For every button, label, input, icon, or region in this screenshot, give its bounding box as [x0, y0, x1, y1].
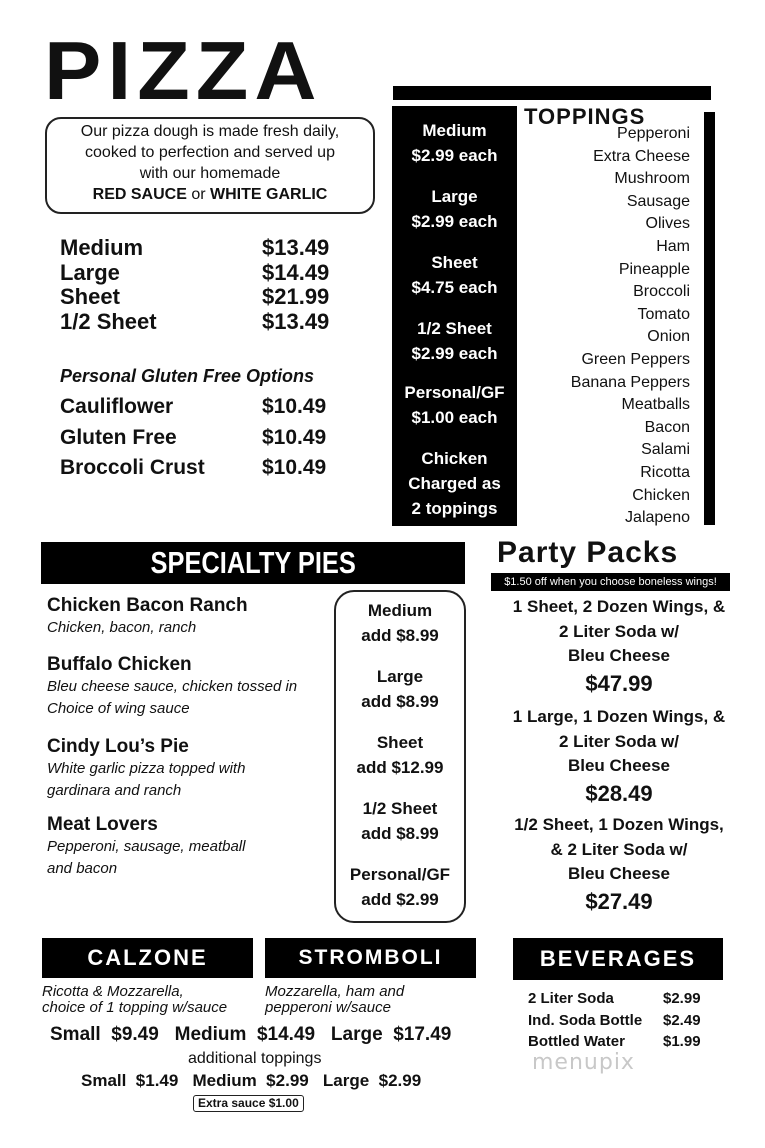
size-price: $13.49	[262, 308, 330, 334]
topping-item: Bacon	[644, 418, 690, 436]
additional-toppings-prices: Small $1.49 Medium $2.99 Large $2.99	[81, 1071, 422, 1090]
addon-price: add $8.99	[361, 626, 439, 645]
gf-row	[60, 392, 326, 423]
pack-line: & 2 Liter Soda w/	[550, 839, 688, 859]
toppings-side-bar	[704, 112, 715, 525]
addon-size: Medium	[367, 601, 433, 620]
red-sauce-label: RED SAUCE	[92, 186, 187, 203]
tp-size: Medium	[422, 121, 487, 140]
tp-size: 1/2 Sheet	[417, 319, 492, 338]
or-label: or	[186, 186, 211, 203]
topping-item: Ham	[656, 237, 690, 255]
gf-name: Broccoli Crust	[60, 456, 205, 479]
size-price: $21.99	[262, 284, 330, 309]
tp-extra: 2 toppings	[411, 499, 498, 518]
pack-price: $47.99	[585, 670, 653, 696]
pie-desc: Choice of wing sauce	[47, 700, 190, 717]
party-pack	[488, 813, 750, 917]
tp-price: $2.99 each	[411, 344, 498, 363]
tp-size: Large	[431, 187, 478, 206]
gf-row	[60, 423, 326, 454]
pack-line: Bleu Cheese	[567, 646, 671, 665]
topping-item: Banana Peppers	[570, 373, 690, 391]
size-row	[60, 261, 329, 286]
party-pack	[488, 595, 750, 699]
topping-price-item	[392, 446, 517, 521]
pie-name: Cindy Lou’s Pie	[47, 736, 189, 757]
size-row	[60, 236, 329, 261]
calzone-header: CALZONE	[42, 938, 253, 978]
addon-size: Large	[376, 667, 424, 686]
size-name: Large	[60, 259, 120, 285]
watermark: menupix	[532, 1050, 635, 1075]
topping-price-item	[392, 184, 517, 234]
pie-item	[47, 653, 332, 720]
addon-size: 1/2 Sheet	[362, 799, 438, 818]
pack-line: 2 Liter Soda w/	[559, 621, 679, 641]
pack-line: Bleu Cheese	[567, 864, 671, 883]
topping-item: Olives	[645, 215, 690, 233]
beverage-name: 2 Liter Soda	[528, 990, 614, 1007]
stromboli-header: STROMBOLI	[265, 938, 476, 978]
pack-line: 1 Large, 1 Dozen Wings, &	[512, 707, 726, 726]
addon-price: add $8.99	[361, 824, 439, 843]
topping-item: Extra Cheese	[593, 147, 690, 165]
tp-price: $2.99 each	[411, 212, 498, 231]
topping-item: Jalapeno	[625, 509, 690, 527]
size-row	[60, 310, 329, 335]
size-row	[60, 285, 329, 310]
tp-price: $1.00 each	[411, 408, 498, 427]
beverage-row	[528, 988, 701, 1010]
addon-item	[336, 796, 464, 846]
pie-name: Buffalo Chicken	[47, 654, 192, 675]
tp-size: Personal/GF	[404, 383, 505, 402]
addon-item	[336, 664, 464, 714]
addon-price: add $2.99	[361, 890, 439, 909]
gf-price: $10.49	[262, 456, 327, 479]
intro-box	[45, 117, 375, 214]
addon-item	[336, 730, 464, 780]
intro-sauces	[47, 184, 373, 205]
beverage-name: Ind. Soda Bottle	[528, 1011, 643, 1029]
topping-item: Ricotta	[640, 463, 690, 481]
pack-line: 2 Liter Soda w/	[559, 731, 679, 751]
topping-item: Mushroom	[614, 170, 690, 188]
beverage-row	[528, 1010, 701, 1032]
additional-toppings-label: additional toppings	[188, 1050, 322, 1067]
calzone-desc-line: Ricotta & Mozzarella,	[42, 983, 184, 1000]
gf-price: $10.49	[262, 395, 327, 418]
size-name: 1/2 Sheet	[60, 308, 157, 334]
gf-name: Cauliflower	[60, 395, 174, 418]
extra-sauce-badge: Extra sauce $1.00	[193, 1095, 304, 1112]
party-pack	[488, 705, 750, 809]
toppings-list	[520, 123, 690, 530]
tp-price: Charged as	[408, 474, 501, 493]
pizza-size-prices	[60, 236, 329, 334]
topping-item: Pineapple	[618, 260, 690, 278]
beverage-name: Bottled Water	[528, 1033, 625, 1050]
intro-line-2: cooked to perfection and served up	[85, 144, 335, 161]
stromboli-desc-line: pepperoni w/sauce	[265, 999, 391, 1016]
pack-line: 1/2 Sheet, 1 Dozen Wings,	[514, 815, 724, 834]
pack-price: $28.49	[585, 780, 653, 806]
specialty-pies-header	[41, 542, 465, 584]
gf-price: $10.49	[262, 425, 327, 449]
addon-price: add $12.99	[356, 758, 444, 777]
tp-price: $4.75 each	[411, 278, 498, 297]
pie-desc: and bacon	[47, 860, 118, 877]
calzone-desc	[42, 984, 227, 1016]
size-price: $13.49	[262, 235, 330, 260]
title-underline-bar	[393, 86, 711, 100]
addon-item	[336, 598, 464, 648]
gf-row	[60, 453, 326, 484]
beverage-price: $2.99	[663, 990, 701, 1007]
pie-desc: gardinara and ranch	[47, 782, 182, 799]
stromboli-desc-line: Mozzarella, ham and	[265, 983, 405, 1000]
size-name: Medium	[60, 235, 144, 260]
page-title: PIZZA	[44, 24, 323, 118]
pie-desc: White garlic pizza topped with	[47, 760, 246, 777]
beverages-header: BEVERAGES	[513, 938, 723, 980]
toppings-title: TOPPINGS	[524, 104, 646, 129]
pie-item	[47, 735, 332, 802]
calzone-stromboli-prices: Small $9.49 Medium $14.49 Large $17.49	[50, 1024, 452, 1045]
topping-item: Meatballs	[621, 396, 690, 414]
pie-desc: Pepperoni, sausage, meatball	[47, 838, 246, 855]
intro-line-1: Our pizza dough is made fresh daily,	[80, 123, 340, 140]
topping-item: Sausage	[626, 192, 690, 210]
topping-price-item	[392, 250, 517, 300]
beverage-price: $1.99	[663, 1033, 701, 1050]
pie-item	[47, 594, 332, 639]
addon-item	[336, 862, 464, 912]
topping-item: Onion	[647, 328, 690, 346]
topping-price-item	[392, 118, 517, 168]
pie-desc: Bleu cheese sauce, chicken tossed in	[47, 678, 298, 695]
pie-name: Meat Lovers	[47, 814, 158, 835]
size-name: Sheet	[60, 284, 120, 309]
addon-size: Sheet	[376, 733, 424, 752]
addon-price: add $8.99	[361, 692, 439, 711]
tp-size: Sheet	[431, 253, 478, 272]
party-packs-title: Party Packs	[497, 536, 679, 569]
pie-item	[47, 813, 332, 880]
topping-item: Broccoli	[633, 283, 690, 301]
gf-name: Gluten Free	[60, 425, 177, 449]
calzone-desc-line: choice of 1 topping w/sauce	[42, 999, 228, 1016]
tp-size: Chicken	[421, 449, 488, 468]
pack-price: $27.49	[585, 888, 653, 914]
topping-price-item	[392, 380, 517, 430]
size-price: $14.49	[262, 259, 330, 285]
stromboli-desc	[265, 984, 404, 1016]
topping-price-item	[392, 316, 517, 366]
specialty-title: SPECIALTY PIES	[150, 545, 356, 580]
tp-price: $2.99 each	[411, 146, 498, 165]
topping-item: Chicken	[632, 486, 690, 504]
topping-item: Salami	[641, 441, 690, 459]
topping-item: Green Peppers	[581, 350, 690, 368]
pack-line: Bleu Cheese	[567, 756, 671, 775]
beverage-price: $2.49	[663, 1011, 701, 1029]
white-garlic-label: WHITE GARLIC	[210, 186, 328, 203]
beverages-list	[528, 988, 701, 1053]
topping-price-column	[392, 106, 517, 526]
topping-item: Pepperoni	[617, 125, 690, 142]
gluten-free-heading: Personal Gluten Free Options	[60, 366, 315, 386]
gluten-free-list	[60, 392, 326, 484]
pie-name: Chicken Bacon Ranch	[47, 595, 248, 616]
party-packs-note: $1.50 off when you choose boneless wings!	[491, 573, 730, 591]
addon-size: Personal/GF	[349, 865, 451, 884]
specialty-size-prices-box	[334, 590, 466, 923]
topping-item: Tomato	[637, 305, 690, 323]
intro-line-3: with our homemade	[139, 165, 281, 182]
pie-desc: Chicken, bacon, ranch	[47, 619, 197, 636]
pack-line: 1 Sheet, 2 Dozen Wings, &	[512, 597, 726, 616]
